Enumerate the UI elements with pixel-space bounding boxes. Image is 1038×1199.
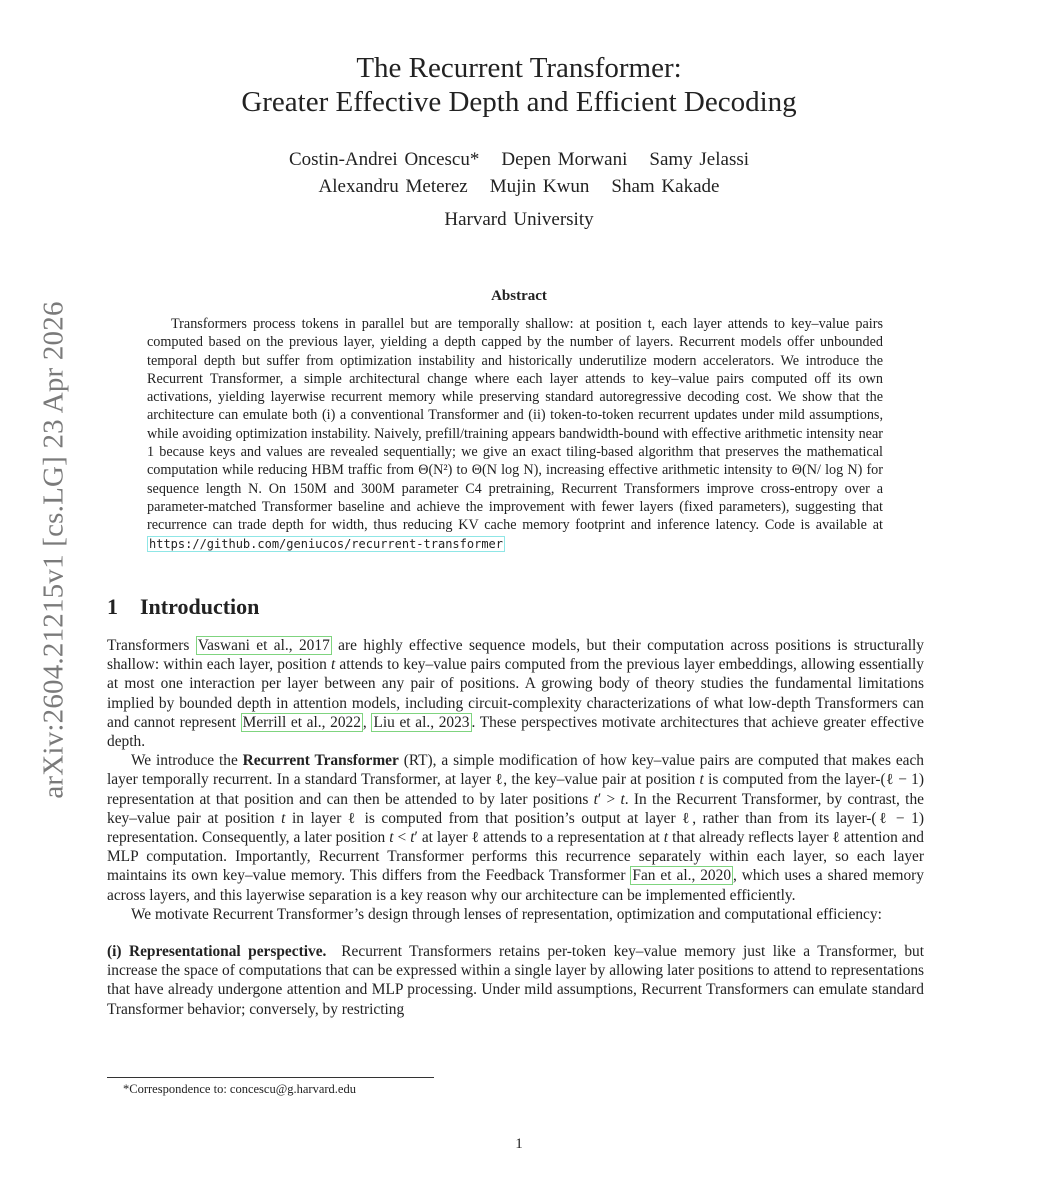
citation-link[interactable]: Merrill et al., 2022 [242, 713, 361, 731]
section-heading [107, 594, 259, 620]
paragraph: (i) Representational perspective. Recurrent Transformers retains per-token key–value memory just like a Transformer, but increase the space of computations that can be expressed within a single layer by allowing later positions to attend to representations that have already undergone attention and MLP processing. Under mild assumptions, Recurrent Transformers can emulate standard Transformer behavior; conversely, by restricting [107, 943, 924, 1018]
footnote-divider [107, 1077, 434, 1078]
code-url-link[interactable]: https://github.com/geniucos/recurrent-transformer [149, 536, 504, 551]
author-row-1 [0, 149, 1038, 171]
citation-link[interactable]: Fan et al., 2020 [632, 867, 732, 885]
author-name: Mujin Kwun [489, 176, 590, 197]
paragraph: We introduce the Recurrent Transformer (RT), a simple modification of how key–value pairs are computed that makes each layer temporally recurrent. In a standard Transformer, at layer ℓ, the key–value pair at position t is computed from the layer-(ℓ − 1) representation at that position and can then be attended to by later positions t′ > t. In the Recurrent Transformer, by contrast, the key–value pair at position t in layer ℓ is computed from that position’s output at layer ℓ, rather than from its layer-(ℓ − 1) representation. Consequently, a later position t < t′ at layer ℓ attends to a representation at t that already reflects layer ℓ attention and MLP computation. Importantly, Recurrent Transformer performs this recurrence separately within each layer, so each layer maintains its own key–value memory. This differs from the Feedback Transformer Fan et al., 2020 , which uses a shared memory across layers, and this layerwise separation is a key reason why our architecture can be implemented efficiently. [107, 752, 925, 904]
author-name: Costin-Andrei Oncescu* [288, 149, 480, 170]
affiliation: Harvard University [444, 209, 594, 230]
section-number: 1 [107, 594, 118, 619]
abstract-body [147, 315, 883, 553]
author-name: Samy Jelassi [649, 149, 750, 170]
abstract-text: Transformers process tokens in parallel but are temporally shallow: at position t, each layer attends to key–value pairs computed based on the previous layer, yielding a depth capped by the number of layers. Recurrent models offer unbounded temporal depth but suffer from optimization instability and historically underutilize modern accelerators. We introduce the Recurrent Transformer, a simple architectural change where each layer attends to key–value pairs computed off its own activations, yielding layerwise recurrent memory while preserving standard autoregressive decoding cost. We show that the architecture can emulate both (i) a conventional Transformer and (ii) token-to-token recurrent updates under mild assumptions, while avoiding optimization instability. Naively, prefill/training appears bandwidth-bound with effective arithmetic intensity near 1 because keys and values are revealed sequentially; we give an exact tiling-based algorithm that preserves the mathematical computation while reducing HBM traffic from Θ(N²) to Θ(N log N), increasing effective arithmetic intensity to Θ(N/ log N) for sequence length N. On 150M and 300M parameter C4 pretraining, Recurrent Transformers improve cross-entropy over a parameter-matched Transformer baseline and achieve the improvement with fewer layers (fixed parameters), suggesting that recurrence can trade depth for width, thus reducing KV cache memory footprint and inference latency. Code is available at [147, 316, 883, 534]
paper-title-line-2: Greater Effective Depth and Efficient Decoding [241, 86, 797, 118]
introduction-body [107, 636, 924, 1019]
author-name: Alexandru Meterez [318, 176, 468, 197]
footnote: *Correspondence to: concescu@g.harvard.edu [123, 1082, 356, 1096]
arxiv-stamp-text: arXiv:2604.21215v1 [cs.LG] 23 Apr 2026 [37, 301, 70, 799]
section-title: Introduction [140, 594, 260, 619]
page-number: 1 [515, 1136, 523, 1152]
paragraph: We motivate Recurrent Transformer’s design through lenses of representation, optimization and computational efficiency: [131, 905, 882, 923]
author-row-2 [0, 176, 1038, 198]
paragraph: Transformers Vaswani et al., 2017 are highly effective sequence models, but their computation across positions is structurally shallow: within each layer, position t attends to key–value pairs computed from the previous layer embeddings, allowing essentially at most one interaction per layer between any pair of positions. A growing body of theory studies the fundamental limitations implied by bounded depth in attention models, including circuit-complexity characterizations of what low-depth Transformers can and cannot represent Merrill et al., 2022 , Liu et al., 2023 . These perspectives motivate architectures that achieve greater effective depth. [107, 637, 924, 751]
citation-link[interactable]: Liu et al., 2023 [373, 713, 470, 731]
author-name: Depen Morwani [501, 149, 628, 170]
arxiv-stamp [34, 260, 74, 840]
citation-link[interactable]: Vaswani et al., 2017 [197, 637, 330, 654]
abstract-heading: Abstract [491, 288, 547, 304]
paper-title-line-1: The Recurrent Transformer: [356, 52, 682, 84]
author-name: Sham Kakade [611, 176, 720, 197]
